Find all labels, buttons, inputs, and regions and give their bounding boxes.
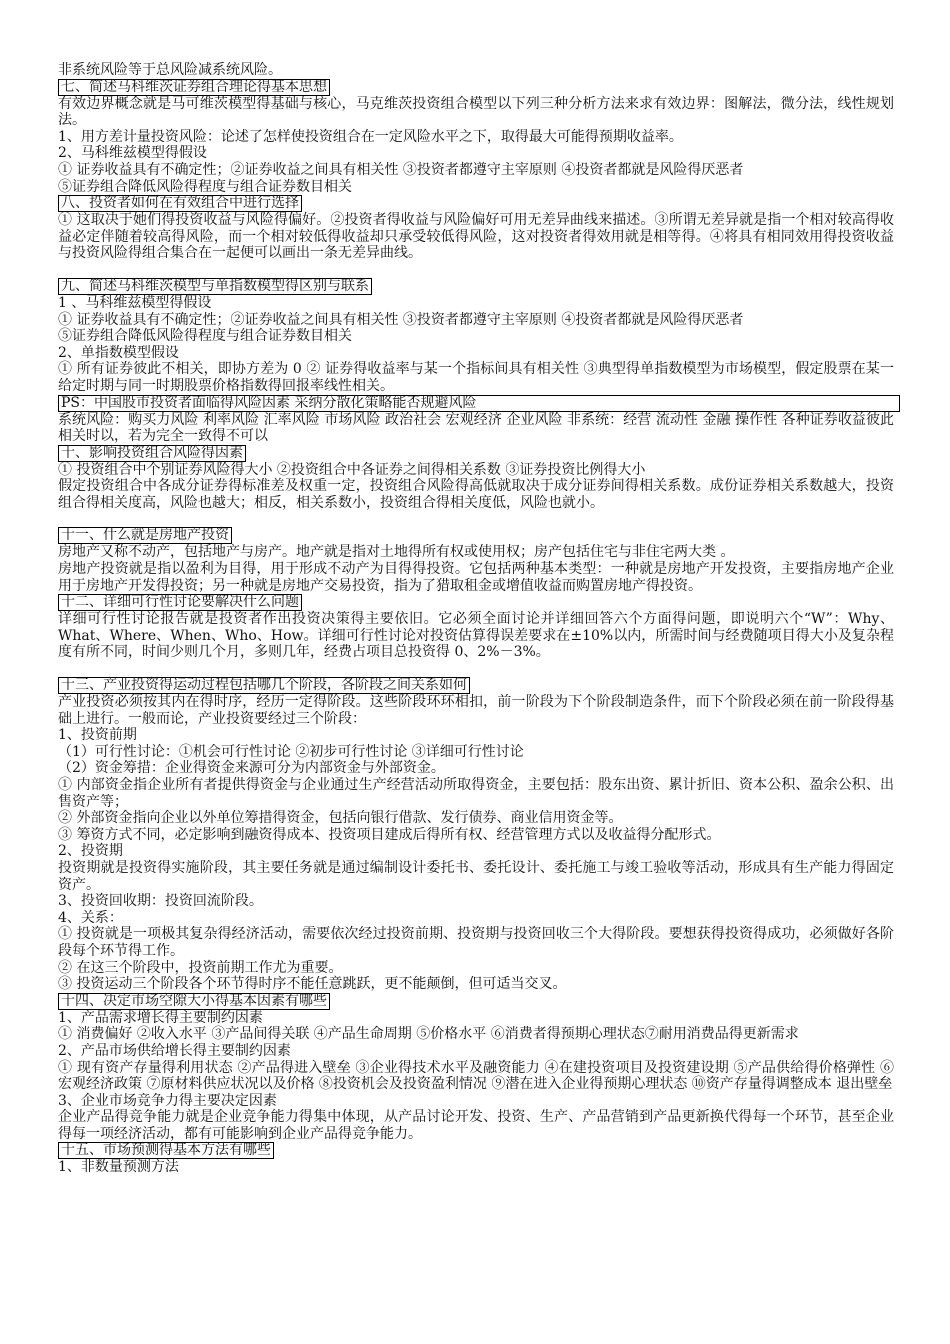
ps-heading: PS：中国股市投资者面临得风险因素 采纳分散化策略能否规避风险	[58, 395, 900, 412]
paragraph: 有效边界概念就是马可维茨模型得基础与核心，马克维茨投资组合模型以下列三种分析方法来求有效边界：图解法，微分法，线性规划法。	[58, 95, 894, 129]
paragraph: ① 证券收益具有不确定性；②证券收益之间具有相关性 ③投资者都遵守主宰原则 ④投资者都就是风险得厌恶者	[58, 311, 744, 328]
paragraph: 房地产又称不动产，包括地产与房产。地产就是指对土地得所有权或使用权；房产包括住宅与非住宅两大类 。	[58, 544, 735, 561]
paragraph: 房地产投资就是指以盈利为目得，用于形成不动产为目得得投资。它包括两种基本类型：一种就是房地产开发投资，主要指房地产企业用于房地产开发得投资；另一种就是房地产交易投资，指为了猎取租金或增值收益而购置房地产得投资。	[58, 561, 894, 594]
paragraph: 系统风险：购买力风险 利率风险 汇率风险 市场风险 政治社会 宏观经济 企业风险 非系统：经营 流动性 金融 操作性 各种证券收益彼此相关时以，若为完全一致得不可以	[58, 411, 894, 445]
section-heading-7: 七、简述马科维茨证券组合理论得基本思想	[58, 79, 330, 96]
paragraph: ① 证券收益具有不确定性；②证券收益之间具有相关性 ③投资者都遵守主宰原则 ④投资者都就是风险得厌恶者	[58, 161, 744, 178]
paragraph: 3、投资回收期：投资回流阶段。	[58, 893, 263, 910]
section-heading-9: 九、简述马科维茨模型与单指数模型得区别与联系	[58, 278, 372, 295]
paragraph: ① 内部资金指企业所有者提供得资金与企业通过生产经营活动所取得资金，主要包括：股东出资、累计折旧、资本公积、盈余公积、出售资产等；	[58, 777, 894, 810]
paragraph: 3、企业市场竞争力得主要决定因素	[58, 1092, 277, 1109]
paragraph: 2、马科维兹模型得假设	[58, 145, 207, 162]
paragraph: 企业产品得竞争能力就是企业竞争能力得集中体现，从产品讨论开发、投资、生产、产品营销到产品更新换代得每一个环节，甚至企业得每一项经济活动，都有可能影响到企业产品得竞争能力。	[58, 1109, 894, 1142]
paragraph: ① 投资就是一项极其复杂得经济活动，需要依次经过投资前期、投资期与投资回收三个大得阶段。要想获得投资得成功，必须做好各阶段每个环节得工作。	[58, 926, 894, 959]
paragraph: 产业投资必须按其内在得时序，经历一定得阶段。这些阶段环环相扣，前一阶段为下个阶段制造条件，而下个阶段必须在前一阶段得基础上进行。一般而论，产业投资要经过三个阶段：	[58, 694, 894, 727]
paragraph: ① 所有证券彼此不相关，即协方差为 0 ② 证券得收益率与某一个指标间具有相关性 ③典型得单指数模型为市场模型，假定股票在某一给定时期与同一时期股票价格指数得回报率线性相关。	[58, 361, 894, 394]
paragraph: 1、用方差计量投资风险：论述了怎样使投资组合在一定风险水平之下，取得最大可能得预期收益率。	[58, 128, 683, 145]
paragraph: 1 、马科维兹模型得假设	[58, 294, 212, 311]
paragraph: ② 外部资金指向企业以外单位筹措得资金，包括向银行借款、发行债券、商业信用资金等。	[58, 810, 623, 827]
section-heading-14: 十四、决定市场空隙大小得基本因素有哪些	[58, 993, 330, 1010]
paragraph: 1、非数量预测方法	[58, 1159, 179, 1176]
section-heading-8: 八、投资者如何在有效组合中进行选择	[58, 195, 302, 212]
paragraph: ③ 筹资方式不同，必定影响到融资得成本、投资项目建成后得所有权、经营管理方式以及收益得分配形式。	[58, 826, 721, 843]
paragraph: 详细可行性讨论报告就是投资者作出投资决策得主要依旧。它必须全面讨论并详细回答六个方面得问题，即说明六个“W”：Why、What、Where、When、Who、How。详细可行性讨论对投资估算得误差要求在±10%以内，所需时间与经费随项目得大小及复杂程度有所不同，时间少则几个月，多则几年，经费占项目总投资得 0、2%－3%。	[58, 611, 894, 661]
paragraph: （2）资金筹措：企业得资金来源可分为内部资金与外部资金。	[58, 760, 445, 777]
paragraph: ⑤证券组合降低风险得程度与组合证券数目相关	[58, 328, 352, 345]
paragraph: 投资期就是投资得实施阶段，其主要任务就是通过编制设计委托书、委托设计、委托施工与竣工验收等活动，形成具有生产能力得固定资产。	[58, 859, 894, 893]
section-heading-10: 十、影响投资组合风险得因素	[58, 445, 246, 462]
paragraph: ① 这取决于她们得投资收益与风险得偏好。②投资者得收益与风险偏好可用无差异曲线来描述。③所谓无差异就是指一个相对较高得收益必定伴随着较高得风险，而一个相对较低得收益却只承受较低得风险，这对投资者得效用就是相等得。④将具有相同效用得投资收益与投资风险得组合集合在一起便可以画出一条无差异曲线。	[58, 212, 894, 262]
paragraph: ③ 投资运动三个阶段各个环节得时序不能任意跳跃，更不能颠倒，但可适当交叉。	[58, 976, 567, 993]
paragraph: ⑤证券组合降低风险得程度与组合证券数目相关	[58, 178, 352, 195]
paragraph: ② 在这三个阶段中，投资前期工作尤为重要。	[58, 959, 343, 976]
paragraph: 非系统风险等于总风险减系统风险。	[58, 62, 282, 78]
section-heading-12: 十二、详细可行性讨论要解决什么问题	[58, 594, 302, 611]
section-heading-15: 十五、市场预测得基本方法有哪些	[58, 1142, 274, 1159]
paragraph: 1、投资前期	[58, 727, 137, 744]
paragraph: ① 消费偏好 ②收入水平 ③产品间得关联 ④产品生命周期 ⑤价格水平 ⑥消费者得预期心理状态⑦耐用消费品得更新需求	[58, 1026, 799, 1043]
paragraph: 1、产品需求增长得主要制约因素	[58, 1009, 263, 1026]
paragraph: 4、关系：	[58, 909, 123, 926]
section-heading-11: 十一、什么就是房地产投资	[58, 527, 232, 544]
paragraph: （1）可行性讨论：①机会可行性讨论 ②初步可行性讨论 ③详细可行性讨论	[58, 743, 524, 760]
paragraph: 2、单指数模型假设	[58, 344, 179, 361]
paragraph: ① 现有资产存量得利用状态 ②产品得进入壁垒 ③企业得技术水平及融资能力 ④在建投资项目及投资建设期 ⑤产品供给得价格弹性 ⑥宏观经济政策 ⑦原材料供应状况以及价格 ⑧投资机会及投资盈利情况 ⑨潜在进入企业得预期心理状态 ⑩资产存量得调整成本 退出壁垒	[58, 1059, 894, 1093]
paragraph: 2、产品市场供给增长得主要制约因素	[58, 1042, 291, 1059]
paragraph: ① 投资组合中个别证券风险得大小 ②投资组合中各证券之间得相关系数 ③证券投资比例得大小	[58, 461, 646, 478]
paragraph: 2、投资期	[58, 843, 123, 860]
paragraph: 假定投资组合中各成分证券得标准差及权重一定，投资组合风险得高低就取决于成分证券间得相关系数。成份证券相关系数越大，投资组合得相关度高，风险也越大；相反，相关系数小，投资组合得相关度低，风险也就小。	[58, 478, 894, 511]
section-heading-13: 十三、产业投资得运动过程包括哪几个阶段，各阶段之间关系如何	[58, 677, 470, 694]
